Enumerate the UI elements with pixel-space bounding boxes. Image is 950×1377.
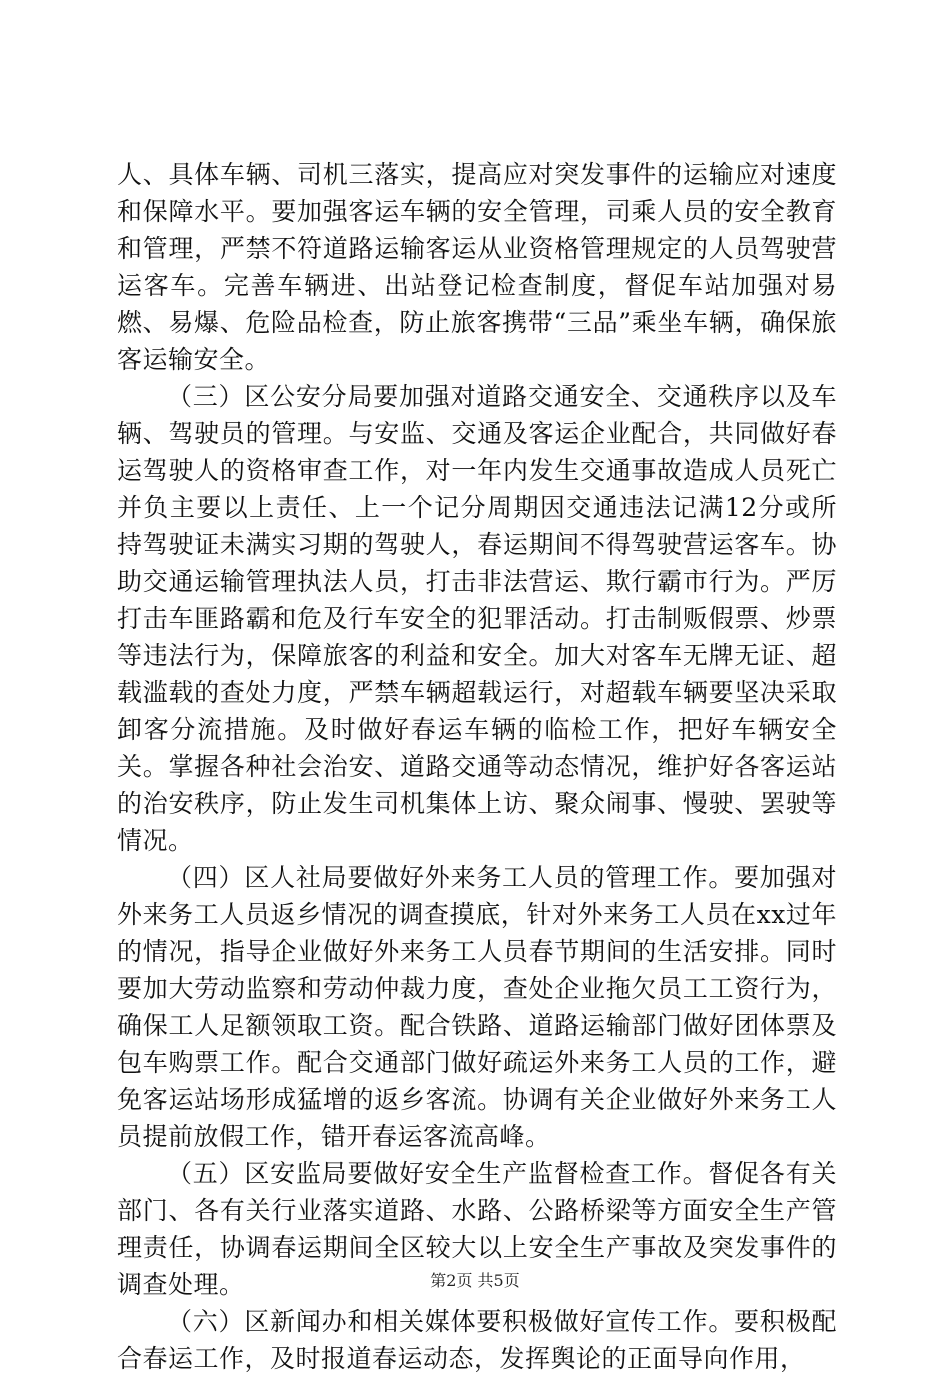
paragraph-news-office: （六）区新闻办和相关媒体要积极做好宣传工作。要积极配合春运工作，及时报道春运动态，发挥舆论的正面导向作用， <box>117 1307 837 1373</box>
paragraph-public-security: （三）区公安分局要加强对道路交通安全、交通秩序以及车辆、驾驶员的管理。与安监、交通及客运企业配合，共同做好春运驾驶人的资格审查工作，对一年内发生交通事故造成人员死亡并负主要以上责任、上一个记分周期因交通违法记满12分或所持驾驶证未满实习期的驾驶人，春运期间不得驾驶营运客车。协助交通运输管理执法人员，打击非法营运、欺行霸市行为。严厉打击车匪路霸和危及行车安全的犯罪活动。打击制贩假票、炒票等违法行为，保障旅客的利益和安全。加大对客车无牌无证、超载滥载的查处力度，严禁车辆超载运行，对超载车辆要坚决采取卸客分流措施。及时做好春运车辆的临检工作，把好车辆安全关。掌握各种社会治安、道路交通等动态情况，维护好各客运站的治安秩序，防止发生司机集体上访、聚众闹事、慢驶、罢驶等情况。 <box>117 382 837 855</box>
document-body <box>117 156 837 1377</box>
paragraph-safety-supervision: （五）区安监局要做好安全生产监督检查工作。督促各有关部门、各有关行业落实道路、水路、公路桥梁等方面安全生产管理责任，协调春运期间全区较大以上安全生产事故及突发事件的调查处理。 <box>117 1159 837 1299</box>
paragraph-human-resources: （四）区人社局要做好外来务工人员的管理工作。要加强对外来务工人员返乡情况的调查摸底，针对外来务工人员在xx过年的情况，指导企业做好外来务工人员春节期间的生活安排。同时要加大劳动监察和劳动仲裁力度，查处企业拖欠员工工资行为，确保工人足额领取工资。配合铁路、道路运输部门做好团体票及包车购票工作。配合交通部门做好疏运外来务工人员的工作，避免客运站场形成猛增的返乡客流。协调有关企业做好外来务工人员提前放假工作，错开春运客流高峰。 <box>117 863 837 1151</box>
page-number-footer: 第2页 共5页 <box>430 1271 520 1290</box>
paragraph-transport-continued: 人、具体车辆、司机三落实，提高应对突发事件的运输应对速度和保障水平。要加强客运车辆的安全管理，司乘人员的安全教育和管理，严禁不符道路运输客运从业资格管理规定的人员驾驶营运客车。完善车辆进、出站登记检查制度，督促车站加强对易燃、易爆、危险品检查，防止旅客携带“三品”乘坐车辆，确保旅客运输安全。 <box>117 160 837 374</box>
